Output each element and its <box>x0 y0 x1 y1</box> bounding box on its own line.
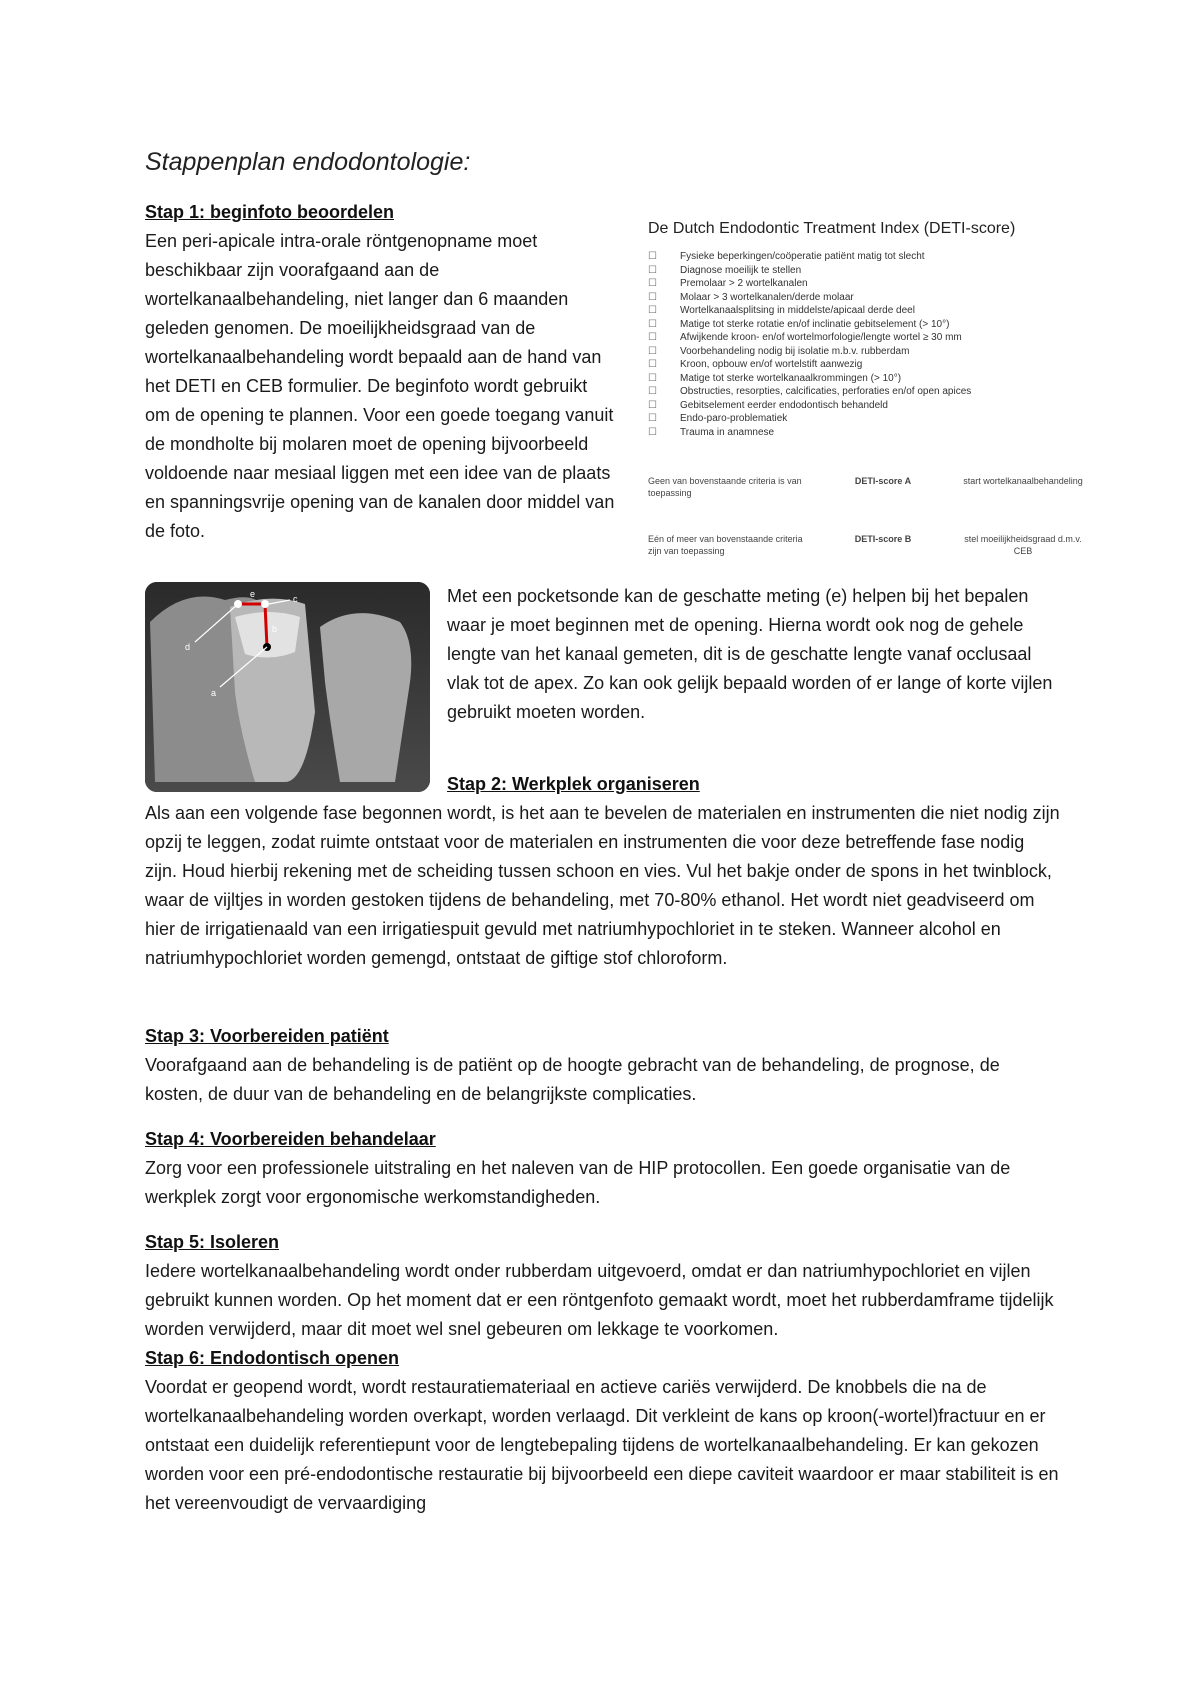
checkbox-icon: ☐ <box>648 305 657 316</box>
list-item: ☐ Endo-paro-problematiek <box>648 413 788 424</box>
list-item: ☐ Trauma in anamnese <box>648 426 775 438</box>
checkbox-icon: ☐ <box>648 278 657 289</box>
checkbox-icon: ☐ <box>648 332 657 343</box>
label-e: e <box>250 589 256 599</box>
deti-score-a-row <box>648 475 1088 499</box>
xray-illustration <box>145 582 430 792</box>
step5-heading: Stap 5: Isoleren <box>145 1232 280 1252</box>
checkbox-icon: ☐ <box>648 399 657 411</box>
deti-a-criteria: Geen van bovenstaande criteria is van toepassing <box>648 476 802 498</box>
deti-a-action: start wortelkanaalbehandeling <box>963 476 1083 486</box>
list-item: ☐ Matige tot sterke wortelkanaalkrommingen (> 10°) <box>648 372 902 384</box>
checkbox-icon: ☐ <box>648 359 657 370</box>
step6-text: Voordat er geopend wordt, wordt restauratiemateriaal en actieve cariës verwijderd. De knobbels die na de wortelkanaalbehandeling worden overkapt, worden verlaagd. Dit verkleint de kans op kroon(-wortel)fractuur en er ontstaat een duidelijk referentiepunt voor de lengtebepaling tijdens de wortelkanaalbehandeling. Er kan gekozen worden voor een pré-endodontische restauratie bij bijvoorbeeld een diepe caviteit waardoor er maar stabiliteit is en het vereenvoudigt de vervaardiging <box>145 1377 1059 1513</box>
checkbox-icon: ☐ <box>648 264 657 276</box>
list-item: ☐ Voorbehandeling nodig bij isolatie m.b.v. rubberdam <box>648 345 910 357</box>
step2-text: Als aan een volgende fase begonnen wordt, is het aan te bevelen de materialen en instrumenten die niet nodig zijn opzij te leggen, zodat ruimte ontstaat voor de materialen en instrumenten die voor deze betreffende fase nodig zijn. Houd hierbij rekening met de scheiding tussen schoon en vies. Vul het bakje onder de spons in het twinblock, waar de vijltjes in worden gestoken tijdens de behandeling, met 70-80% ethanol. Het wordt niet geadviseerd om hier de irrigatienaald van een irrigatiespuit gevuld met natriumhypochloriet in te steken. Wanneer alcohol en natriumhypochloriet worden gemengd, ontstaat de giftige stof chloroform. <box>145 803 1060 968</box>
step1-continued-text: Met een pocketsonde kan de geschatte meting (e) helpen bij het bepalen waar je moet beginnen met de opening. Hierna wordt ook nog de gehele lengte van het kanaal gemeten, dit is de geschatte lengte vanaf occlusaal vlak tot de apex. Zo kan ook gelijk bepaald worden of er lange of korte vijlen gebruikt moeten worden. <box>447 586 1053 722</box>
list-item: ☐ Matige tot sterke rotatie en/of inclinatie gebitselement (> 10°) <box>648 318 950 330</box>
checkbox-icon: ☐ <box>648 413 657 424</box>
list-item: ☐ Diagnose moeilijk te stellen <box>648 264 802 276</box>
list-item: ☐ Obstructies, resorpties, calcificaties, perforaties en/of open apices <box>648 386 972 397</box>
measure-line-b <box>265 604 267 647</box>
list-item: ☐ Premolaar > 2 wortelkanalen <box>648 278 808 289</box>
page-title: Stappenplan endodontologie: <box>145 148 471 176</box>
marker-point <box>261 600 269 608</box>
checkbox-icon: ☐ <box>648 426 657 438</box>
list-item: ☐ Gebitselement eerder endodontisch behandeld <box>648 399 888 411</box>
checkbox-icon: ☐ <box>648 345 657 357</box>
list-item: ☐ Kroon, opbouw en/of wortelstift aanwezig <box>648 359 863 370</box>
checkbox-icon: ☐ <box>648 251 657 262</box>
deti-score-b-row <box>648 533 1088 557</box>
list-item: ☐ Afwijkende kroon- en/of wortelmorfologie/lengte wortel ≥ 30 mm <box>648 332 962 343</box>
label-d: d <box>185 642 191 652</box>
checkbox-icon: ☐ <box>648 386 657 397</box>
label-a: a <box>211 688 217 698</box>
deti-a-score: DETI-score A <box>854 476 912 486</box>
step6-heading: Stap 6: Endodontisch openen <box>145 1348 400 1368</box>
step4-text: Zorg voor een professionele uitstraling en het naleven van de HIP protocollen. Een goede organisatie van de werkplek zorgt voor ergonomische werkomstandigheden. <box>145 1158 1011 1207</box>
list-item: ☐ Fysieke beperkingen/coöperatie patiënt matig tot slecht <box>648 251 925 262</box>
label-b: b <box>272 624 278 634</box>
step3-section <box>145 1022 1060 1109</box>
list-item: ☐ Wortelkanaalsplitsing in middelste/apicaal derde deel <box>648 305 915 316</box>
deti-form-image <box>648 220 1088 557</box>
label-c: c <box>293 594 298 604</box>
step4-section <box>145 1125 1060 1212</box>
list-item: ☐ Molaar > 3 wortelkanalen/derde molaar <box>648 291 854 303</box>
step2-section <box>145 770 1060 973</box>
step4-heading: Stap 4: Voorbereiden behandelaar <box>145 1129 436 1149</box>
step2-heading: Stap 2: Werkplek organiseren <box>447 774 700 794</box>
checkbox-icon: ☐ <box>648 372 657 384</box>
deti-b-criteria: Eén of meer van bovenstaande criteria zijn van toepassing <box>648 534 803 556</box>
checkbox-icon: ☐ <box>648 291 657 303</box>
step3-heading: Stap 3: Voorbereiden patiënt <box>145 1026 389 1046</box>
step1-section <box>145 198 615 546</box>
deti-criteria-list <box>648 250 1088 439</box>
deti-title: De Dutch Endodontic Treatment Index (DETI-score) <box>648 220 1016 237</box>
step3-text: Voorafgaand aan de behandeling is de patiënt op de hoogte gebracht van de behandeling, de prognose, de kosten, de duur van de behandeling en de belangrijkste complicaties. <box>145 1055 1000 1104</box>
deti-b-score: DETI-score B <box>854 534 912 544</box>
step5-text: Iedere wortelkanaalbehandeling wordt onder rubberdam uitgevoerd, omdat er dan natriumhypochloriet en vijlen gebruikt kunnen worden. Op het moment dat er een röntgenfoto gemaakt wordt, moet het rubberdamframe tijdelijk worden verwijderd, maar dit moet wel snel gebeuren om lekkage te voorkomen. <box>145 1261 1054 1339</box>
xray-image <box>145 582 430 792</box>
step1-heading: Stap 1: beginfoto beoordelen <box>145 202 395 222</box>
checkbox-icon: ☐ <box>648 318 657 330</box>
step5-section <box>145 1228 1060 1518</box>
step1-text: Een peri-apicale intra-orale röntgenopname moet beschikbaar zijn voorafgaand aan de wortelkanaalbehandeling, niet langer dan 6 maanden geleden genomen. De moeilijkheidsgraad van de wortelkanaalbehandeling wordt bepaald aan de hand van het DETI en CEB formulier. De beginfoto wordt gebruikt om de opening te plannen. Voor een goede toegang vanuit de mondholte bij molaren moet de opening bijvoorbeeld voldoende naar mesiaal liggen met een idee van de plaats en spanningsvrije opening van de kanalen door middel van de foto. <box>145 231 615 541</box>
deti-b-action: stel moeilijkheidsgraad d.m.v. CEB <box>964 534 1082 556</box>
